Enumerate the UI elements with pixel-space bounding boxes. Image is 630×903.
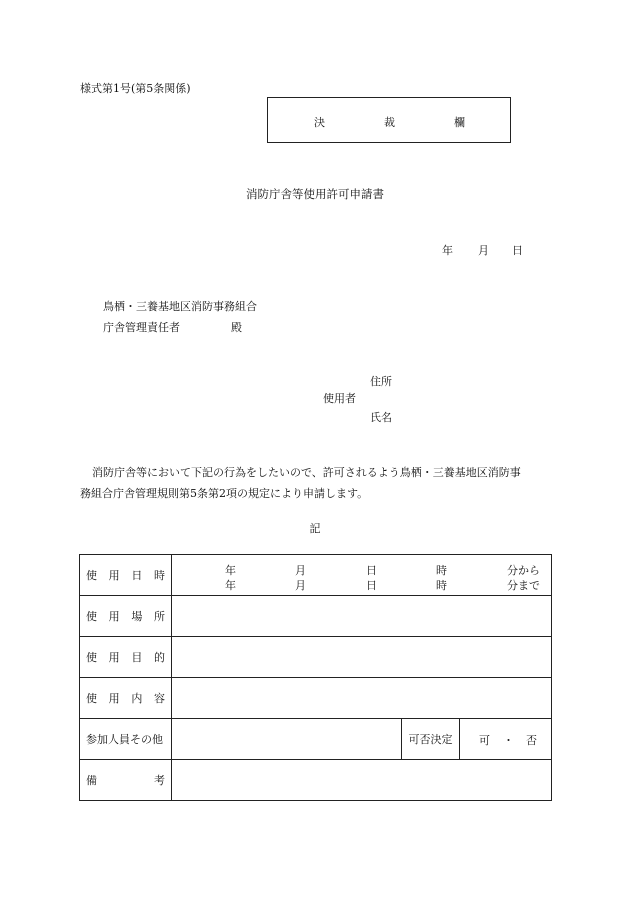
remarks-label-cell bbox=[80, 760, 172, 801]
label-char: 時 bbox=[153, 569, 165, 582]
table-row-purpose bbox=[80, 637, 552, 678]
participants-label: 参加人員その他 bbox=[86, 733, 163, 746]
name-label: 氏名 bbox=[370, 411, 392, 424]
dt-month: 月 bbox=[295, 564, 306, 577]
label-char: 使 bbox=[86, 692, 97, 705]
label-char: 用 bbox=[108, 692, 120, 705]
dt-hour: 時 bbox=[436, 564, 447, 577]
decision-no[interactable]: 否 bbox=[526, 734, 537, 747]
dt-to: 分まで bbox=[507, 579, 540, 592]
user-label: 使用者 bbox=[323, 392, 356, 405]
decision-separator: ・ bbox=[503, 734, 514, 747]
datetime-label bbox=[80, 567, 171, 583]
ki-heading: 記 bbox=[309, 522, 321, 535]
content-value-cell[interactable] bbox=[172, 678, 552, 719]
label-char: 的 bbox=[153, 651, 165, 664]
label-char: 目 bbox=[131, 651, 143, 664]
address-label: 住所 bbox=[370, 375, 392, 388]
participants-label-cell bbox=[80, 719, 172, 760]
datetime-value-cell[interactable] bbox=[172, 555, 552, 596]
approval-char-1: 決 bbox=[314, 116, 325, 129]
decision-value-cell[interactable] bbox=[460, 719, 552, 760]
dt-year: 年 bbox=[225, 564, 236, 577]
place-value-cell[interactable] bbox=[172, 596, 552, 637]
body-text-line-1: 消防庁舎等において下記の行為をしたいので、許可されるよう鳥栖・三養基地区消防事 bbox=[92, 466, 521, 479]
table-row-content bbox=[80, 678, 552, 719]
date-year: 年 bbox=[442, 244, 453, 257]
body-text-line-2: 務組合庁舎管理規則第5条第2項の規定により申請します。 bbox=[80, 487, 369, 500]
remarks-value-cell[interactable] bbox=[172, 760, 552, 801]
purpose-value-cell[interactable] bbox=[172, 637, 552, 678]
place-label bbox=[80, 608, 171, 624]
recipient-org: 鳥栖・三養基地区消防事務組合 bbox=[103, 300, 257, 313]
table-row-datetime bbox=[80, 555, 552, 596]
label-char: 容 bbox=[153, 692, 165, 705]
label-char: 使 bbox=[86, 569, 97, 582]
label-char: 備 bbox=[86, 774, 97, 787]
document-title: 消防庁舎等使用許可申請書 bbox=[246, 187, 384, 201]
label-char: 日 bbox=[131, 569, 143, 582]
label-char: 用 bbox=[108, 569, 120, 582]
label-char: 使 bbox=[86, 651, 97, 664]
decision-yes[interactable]: 可 bbox=[479, 734, 490, 747]
content-label-cell bbox=[80, 678, 172, 719]
label-char: 内 bbox=[131, 692, 143, 705]
table-row-remarks bbox=[80, 760, 552, 801]
label-char: 場 bbox=[131, 610, 143, 623]
approval-box bbox=[267, 97, 511, 143]
label-char: 考 bbox=[154, 774, 165, 787]
place-label-cell bbox=[80, 596, 172, 637]
date-month: 月 bbox=[478, 244, 489, 257]
content-label bbox=[80, 690, 171, 706]
datetime-label-cell bbox=[80, 555, 172, 596]
recipient-honorific: 殿 bbox=[231, 321, 242, 334]
label-char: 用 bbox=[108, 610, 120, 623]
table-row-participants bbox=[80, 719, 552, 760]
datetime-from-row bbox=[172, 562, 552, 575]
dt-hour: 時 bbox=[436, 579, 447, 592]
table-row-place bbox=[80, 596, 552, 637]
date-day: 日 bbox=[512, 244, 523, 257]
dt-day: 日 bbox=[366, 579, 377, 592]
form-number: 様式第1号(第5条関係) bbox=[80, 82, 191, 95]
purpose-label-cell bbox=[80, 637, 172, 678]
dt-year: 年 bbox=[225, 579, 236, 592]
remarks-label bbox=[80, 772, 171, 788]
dt-day: 日 bbox=[366, 564, 377, 577]
purpose-label bbox=[80, 649, 171, 665]
application-table bbox=[79, 554, 552, 801]
dt-month: 月 bbox=[295, 579, 306, 592]
participants-value-cell[interactable] bbox=[172, 719, 402, 760]
recipient-position bbox=[103, 319, 242, 335]
decision-label: 可否決定 bbox=[402, 719, 460, 760]
approval-char-2: 裁 bbox=[384, 116, 395, 129]
label-char: 用 bbox=[108, 651, 120, 664]
approval-char-3: 欄 bbox=[454, 116, 465, 129]
label-char: 所 bbox=[153, 610, 165, 623]
datetime-to-row bbox=[172, 577, 552, 590]
recipient-position-text: 庁舎管理責任者 bbox=[103, 321, 180, 334]
dt-from: 分から bbox=[507, 564, 540, 577]
label-char: 使 bbox=[86, 610, 97, 623]
